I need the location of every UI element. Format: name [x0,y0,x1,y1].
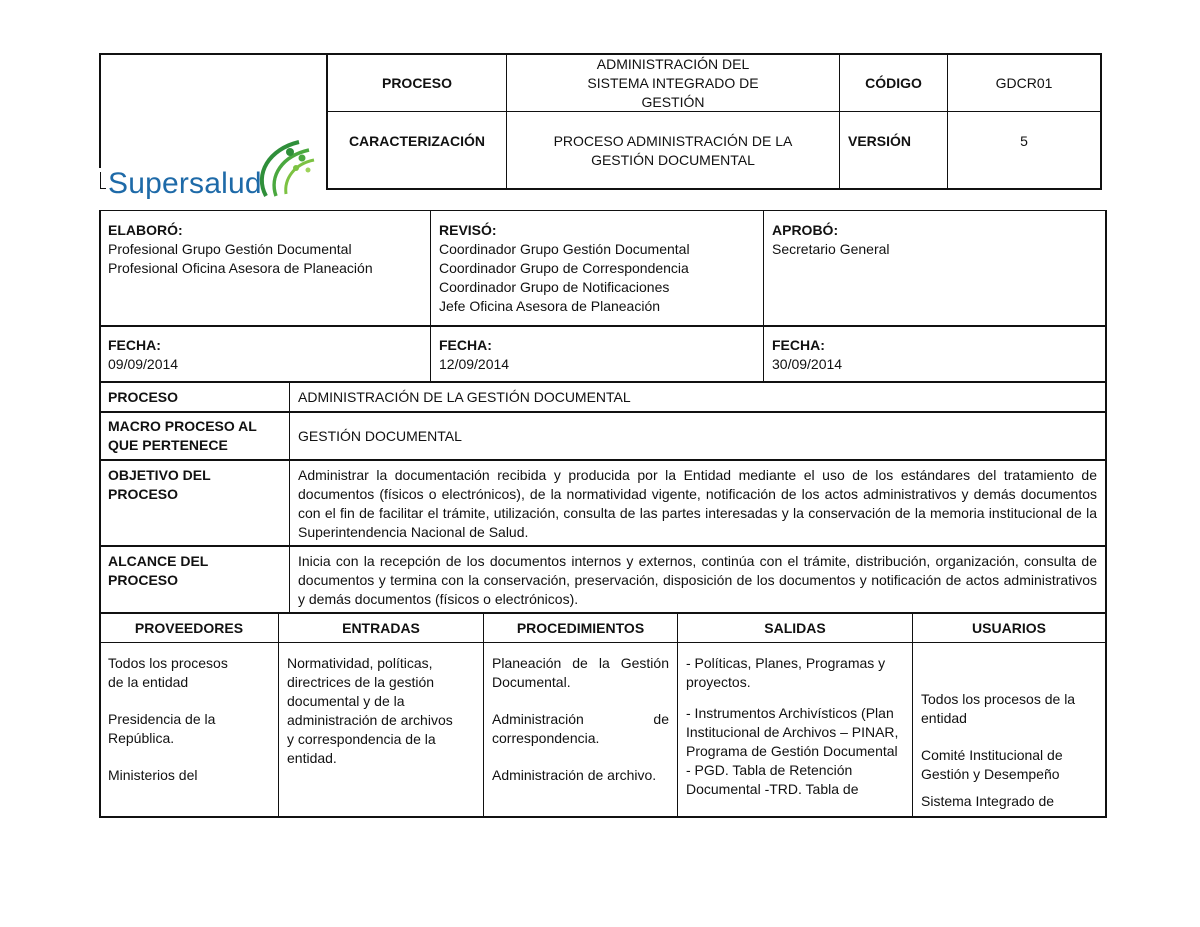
fecha-label: FECHA: [772,337,825,353]
reviso-line: Coordinador Grupo de Correspondencia [439,260,689,276]
fecha-elaboro-value: 09/09/2014 [108,356,179,372]
list-item: Presidencia de la República. [108,711,216,746]
list-item: Todos los procesos de la entidad [108,655,228,690]
header-caracterizacion-value: PROCESO ADMINISTRACIÓN DE LA GESTIÓN DOCUMENTAL [553,133,793,168]
info-proceso-value: ADMINISTRACIÓN DE LA GESTIÓN DOCUMENTAL [298,388,631,405]
header-caracterizacion-label: CARACTERIZACIÓN [348,133,486,149]
entradas-cell: Normatividad, políticas, directrices de la gestión documental y de la administración de archivos y correspondencia de la entidad. [287,655,453,766]
aprobo-block [764,221,1104,259]
info-objetivo-value: Administrar la documentación recibida y producida por la Entidad mediante el uso de los estándares del tratamiento de documentos (físicos o electrónicos), de la normatividad vigente, notificación de los actos administrativos y demás documentos con el fin de facilitar el trámite, utilización, consulta de las partes interesadas y la conservación de la memoria institucional de la Superintendencia Nacional de Salud. [298,467,1097,540]
elaboro-line: Profesional Oficina Asesora de Planeación [108,260,373,276]
fecha-label: FECHA: [108,337,161,353]
list-item: Planeación de la Gestión Documental. [492,655,669,690]
elaboro-line: Profesional Grupo Gestión Documental [108,241,352,257]
list-item: Sistema Integrado de [921,793,1055,809]
header-proceso-value: ADMINISTRACIÓN DEL SISTEMA INTEGRADO DE GESTIÓN [587,55,759,110]
list-item: - Políticas, Planes, Programas y proyectos. [686,655,886,690]
info-objetivo-label: OBJETIVO DEL PROCESO [108,467,211,502]
reviso-line: Coordinador Grupo Gestión Documental [439,241,690,257]
info-alcance-value: Inicia con la recepción de los documentos internos y externos, continúa con el trámite, distribución, organización, consulta de documentos y termina con la conservación, preservación, disposición de los documentos y notificación de actos administrativos y demás documentos (físicos o electrónicos). [298,553,1097,607]
usuarios-cell [913,690,1093,816]
list-item: Todos los procesos de la entidad [921,691,1076,726]
salidas-cell [678,654,908,816]
header-codigo-label: CÓDIGO [865,74,922,91]
fecha-reviso-block [431,336,763,374]
proveedores-cell [100,654,250,816]
info-macro-value: GESTIÓN DOCUMENTAL [298,427,462,444]
fecha-aprobo-block [764,336,1104,374]
list-item: - Instrumentos Archivísticos (Plan Institucional de Archivos – PINAR, Programa de Gestión Documental - PGD. Tabla de Retención Documental -TRD. Tabla de [686,705,899,797]
list-item: Administración de archivo. [492,767,657,783]
reviso-line: Coordinador Grupo de Notificaciones [439,279,670,295]
fecha-label: FECHA: [439,337,492,353]
info-proceso-label: PROCESO [108,388,179,405]
list-item: Comité Institucional de Gestión y Desempeño [921,747,1063,782]
elaboro-label: ELABORÓ: [108,222,183,238]
header-proceso-label: PROCESO [381,74,452,91]
elaboro-block [100,221,430,278]
fecha-elaboro-block [100,336,430,374]
reviso-block [431,221,763,316]
aprobo-label: APROBÓ: [772,222,839,238]
col-header-entradas: ENTRADAS [342,619,420,636]
logo-wordmark: Supersalud [108,167,262,200]
col-header-proveedores: PROVEEDORES [134,619,244,636]
aprobo-line: Secretario General [772,241,890,257]
list-item: Ministerios del [108,767,198,783]
header-version-value: 5 [1020,133,1028,149]
header-codigo-value: GDCR01 [995,74,1053,91]
info-macro-label: MACRO PROCESO AL QUE PERTENECE [108,418,257,453]
list-item: Administración de correspondencia. [492,711,669,746]
col-header-salidas: SALIDAS [764,619,826,636]
reviso-label: REVISÓ: [439,222,497,238]
reviso-line: Jefe Oficina Asesora de Planeación [439,298,661,314]
header-version-label: VERSIÓN [848,133,912,149]
procedimientos-cell [484,654,677,816]
info-alcance-label: ALCANCE DEL PROCESO [108,553,209,588]
fecha-reviso-value: 12/09/2014 [439,356,510,372]
fecha-aprobo-value: 30/09/2014 [772,356,843,372]
col-header-procedimientos: PROCEDIMIENTOS [516,619,645,636]
col-header-usuarios: USUARIOS [972,619,1046,636]
